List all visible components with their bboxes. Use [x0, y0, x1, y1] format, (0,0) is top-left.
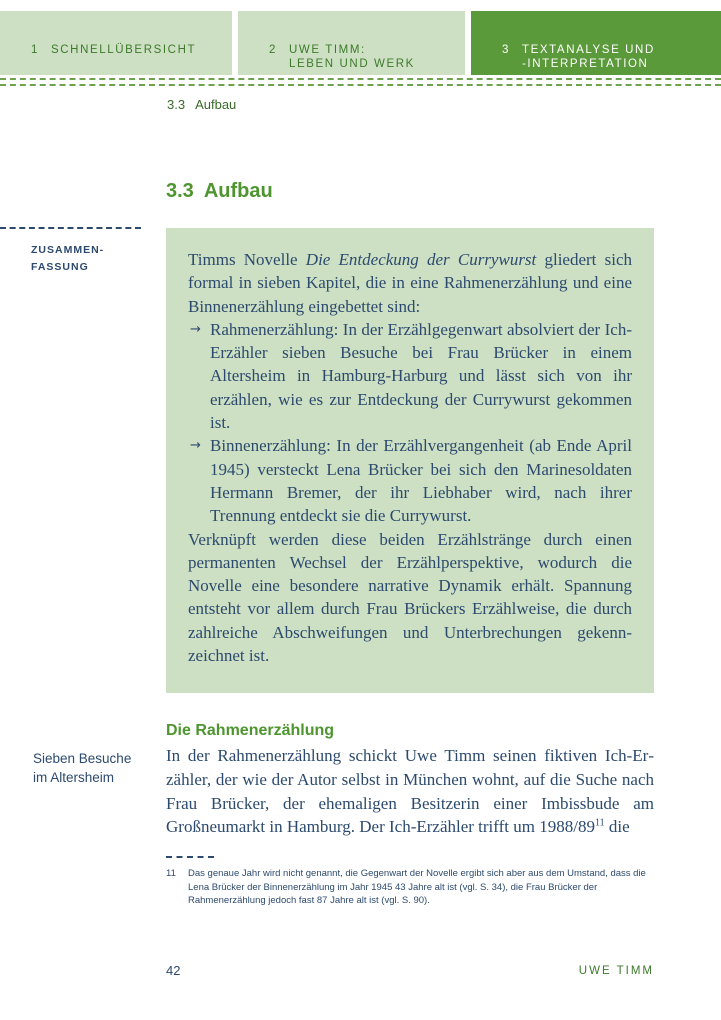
bullet-text: Rahmenerzählung: In der Erzählgegenwart absolviert der Ich-Erzähler sieben Besuche bei Frau Brücker in einem Altersheim in Hamburg-Harburg und lässt sich von ihr erzählen, wie es zur Entdeckung der Currywurst gekommen ist. — [210, 319, 632, 433]
nav-tab-label-line: LEBEN UND WERK — [289, 58, 415, 70]
nav-tab-number: 3 — [502, 44, 510, 56]
running-head-title: Aufbau — [195, 97, 237, 112]
margin-divider — [0, 227, 141, 229]
nav-tab-label — [522, 43, 655, 71]
summary-bullet-rahmen — [188, 318, 632, 434]
footnote-text: Das genaue Jahr wird nicht genannt, die Gegenwart der Novelle ergibt sich aber aus dem Umstand, dass die Lena Brücker der Binnenerzählung im Jahr 1945 43 Jahre alt ist (vgl. S. 34), die Frau Brücker der Rahmenerzählung jedoch fast 87 Jahre alt ist (vgl. S. 90). — [188, 868, 646, 906]
nav-tab-label-line: -INTERPRETATION — [522, 58, 649, 70]
nav-tab-label-line: UWE TIMM: — [289, 44, 366, 56]
margin-note-line: im Altersheim — [33, 770, 115, 785]
running-head-number: 3.3 — [167, 97, 186, 112]
summary-closing: Verknüpft werden diese beiden Erzählstränge durch einen permanenten Wechsel der Erzählperspektive, wodurch die Novelle eine besondere narrative Dynamik erhält. Spannung entsteht vor allem durch Frau Brückers Erzählweise, die durch zahlreiche Abschweifungen und Unterbrechungen gekennzeichnet ist. — [188, 529, 632, 666]
arrow-right-icon: → — [190, 438, 201, 454]
summary-intro — [188, 248, 632, 318]
summary-intro-pre: Timms Novelle — [188, 250, 306, 269]
page-number: 42 — [166, 963, 181, 978]
summary-text — [188, 248, 632, 667]
book-title: Die Entdeckung der Currywurst — [305, 250, 537, 269]
nav-divider — [0, 84, 721, 86]
nav-tab-number: 1 — [31, 44, 39, 56]
nav-tab-number: 2 — [269, 44, 277, 56]
section-heading — [166, 180, 273, 203]
nav-tab-label — [289, 43, 415, 71]
footnote-divider — [166, 856, 214, 858]
nav-divider — [0, 78, 721, 80]
nav-tab-label-line: TEXTANALYSE UND — [522, 44, 655, 56]
bullet-text: Binnenerzählung: In der Erzählvergangenheit (ab Ende April 1945) versteckt Lena Brücker bei sich den Marinesoldaten Hermann Bremer, der ihr Liebhaber wird, nach ihrer Trennung entdeckt sie die Currywurst. — [210, 436, 632, 526]
nav-tab-schnelluebersicht[interactable] — [0, 11, 232, 75]
nav-tab-textanalyse-active[interactable] — [471, 11, 721, 75]
margin-label-zusammenfassung — [31, 242, 104, 276]
margin-note — [33, 749, 131, 787]
running-head — [167, 97, 236, 112]
body-text: In der Rahmenerzählung schickt Uwe Timm seinen fiktiven Ich-Erzähler, der wie der Autor selbst in München wohnt, auf die Suche nach Frau Brücker, der ehemaligen Besitzerin einer Imbissbude am Großneumarkt in Hamburg. Der Ich-Erzähler trifft um 1988/89 — [166, 746, 654, 837]
section-title: Aufbau — [203, 180, 273, 202]
margin-label-line: FASSUNG — [31, 261, 89, 273]
footer-author: UWE TIMM — [578, 965, 654, 977]
arrow-right-icon: → — [190, 321, 201, 337]
subsection-heading: Die Rahmenerzählung — [166, 722, 335, 739]
section-number: 3.3 — [166, 180, 194, 202]
margin-note-line: Sieben Besuche — [33, 751, 132, 766]
body-text-tail: die — [604, 817, 630, 837]
footnote-reference[interactable]: 11 — [594, 817, 605, 829]
summary-bullet-binnen — [188, 434, 632, 527]
summary-intro-post: gliedert sich formal in sieben Kapitel, die in eine Rahmenerzählung und eine Binnenerzählung eingebettet sind: — [188, 250, 632, 316]
nav-tab-label: SCHNELLÜBERSICHT — [51, 44, 197, 56]
footnote-number: 11 — [166, 868, 176, 879]
nav-tab-leben-und-werk[interactable] — [238, 11, 465, 75]
margin-label-line: ZUSAMMEN- — [31, 244, 105, 256]
footnote — [166, 867, 654, 908]
body-paragraph — [166, 744, 654, 839]
